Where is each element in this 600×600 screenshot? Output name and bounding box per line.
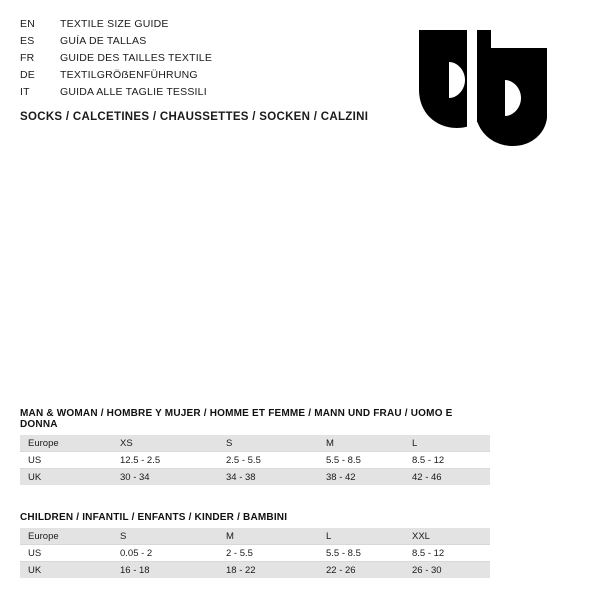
table-cell: 8.5 - 12	[404, 452, 490, 469]
table-cell: S	[112, 528, 218, 545]
table	[20, 435, 490, 485]
table-cell: 38 - 42	[318, 469, 404, 486]
language-list	[20, 18, 380, 103]
table-cell: Europe	[20, 435, 112, 452]
table-cell: XXL	[404, 528, 490, 545]
size-table-children	[20, 512, 490, 578]
language-row	[20, 52, 380, 69]
language-text: GUIDE DES TAILLES TEXTILE	[60, 52, 213, 64]
table-row	[20, 528, 490, 545]
table-cell: S	[218, 435, 318, 452]
table-cell: 22 - 26	[318, 562, 404, 579]
language-code: FR	[20, 52, 35, 64]
table-cell: L	[404, 435, 490, 452]
table-cell: 5.5 - 8.5	[318, 452, 404, 469]
language-text: GUIDA ALLE TAGLIE TESSILI	[60, 86, 207, 98]
table-cell: 34 - 38	[218, 469, 318, 486]
table-cell: XS	[112, 435, 218, 452]
socks-icon	[405, 18, 570, 173]
table-cell: Europe	[20, 528, 112, 545]
table-row	[20, 469, 490, 486]
language-row	[20, 69, 380, 86]
table-row	[20, 545, 490, 562]
table-cell: UK	[20, 469, 112, 486]
table-cell: M	[318, 435, 404, 452]
table-cell: 18 - 22	[218, 562, 318, 579]
table-cell: L	[318, 528, 404, 545]
table-row	[20, 452, 490, 469]
table-cell: 8.5 - 12	[404, 545, 490, 562]
table	[20, 528, 490, 578]
language-text: GUÍA DE TALLAS	[60, 35, 147, 47]
table-cell: UK	[20, 562, 112, 579]
table-cell: 12.5 - 2.5	[112, 452, 218, 469]
language-text: TEXTILGRÖẞENFÜHRUNG	[60, 69, 198, 81]
table-cell: 16 - 18	[112, 562, 218, 579]
table-cell: 42 - 46	[404, 469, 490, 486]
language-code: ES	[20, 35, 35, 47]
table-row	[20, 435, 490, 452]
language-code: EN	[20, 18, 35, 30]
language-code: DE	[20, 69, 35, 81]
language-code: IT	[20, 86, 30, 98]
table-cell: 2.5 - 5.5	[218, 452, 318, 469]
table-cell: 26 - 30	[404, 562, 490, 579]
table-cell: 30 - 34	[112, 469, 218, 486]
table-caption: CHILDREN / INFANTIL / ENFANTS / KINDER / BAMBINI	[20, 512, 288, 523]
language-row	[20, 35, 380, 52]
language-row	[20, 18, 380, 35]
table-cell: US	[20, 452, 112, 469]
table-cell: 2 - 5.5	[218, 545, 318, 562]
table-row	[20, 562, 490, 579]
size-table-adults	[20, 408, 490, 485]
table-cell: US	[20, 545, 112, 562]
table-cell: 5.5 - 8.5	[318, 545, 404, 562]
table-cell: 0.05 - 2	[112, 545, 218, 562]
language-row	[20, 86, 380, 103]
table-cell: M	[218, 528, 318, 545]
page-title: SOCKS / CALCETINES / CHAUSSETTES / SOCKEN / CALZINI	[20, 111, 369, 123]
table-caption: MAN & WOMAN / HOMBRE Y MUJER / HOMME ET FEMME / MANN UND FRAU / UOMO E DONNA	[20, 408, 453, 430]
language-text: TEXTILE SIZE GUIDE	[60, 18, 169, 30]
